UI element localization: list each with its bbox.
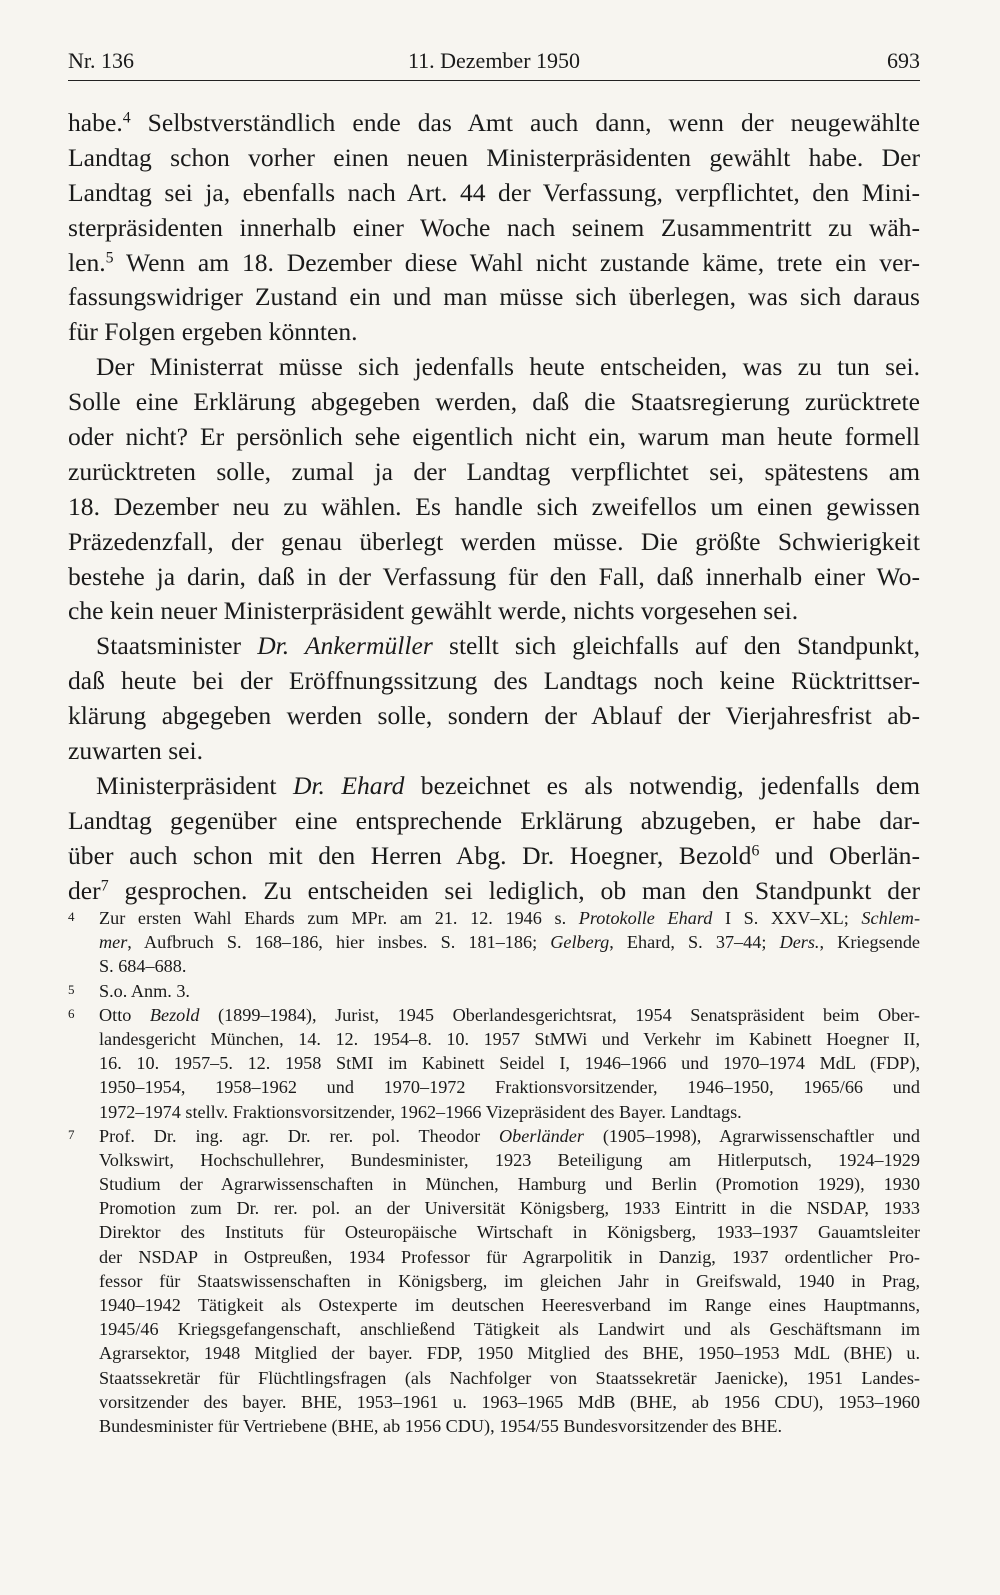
- footnote-line: Agrarsektor, 1948 Mitglied der bayer. FDP, 1950 Mitglied des BHE, 1950–1953 MdL (BHE) u.: [99, 1343, 920, 1364]
- person-name: Dr. Ehard: [292, 770, 405, 800]
- text-line: sterpräsidenten innerhalb einer Woche nach seinem Zusammentritt zu wäh-: [68, 212, 920, 242]
- page-number: 693: [887, 48, 920, 73]
- text-line: bestehe ja darin, daß in der Verfassung für den Fall, daß innerhalb einer Wo-: [68, 561, 920, 591]
- footnote-ref: 6: [751, 841, 760, 859]
- footnote-4: 4 Zur ersten Wahl Ehards zum MPr. am 21. 12. 1946 s. Protokolle Ehard I S. XXV–XL; Schlem-: [68, 906, 920, 930]
- footnote-line: Staatssekretär für Flüchtlingsfragen (als Nachfolger von Staatssekretär Jaenicke), 1951 Landes-: [99, 1367, 920, 1388]
- footnote-ref: 4: [122, 109, 131, 127]
- text-line: über auch schon mit den Herren Abg. Dr. Hoegner, Bezold$^6$ und Oberlän-: [68, 840, 920, 870]
- text-line: daß heute bei der Eröffnungssitzung des Landtags noch keine Rücktrittser-: [68, 666, 920, 696]
- footnote-line: vorsitzender des bayer. BHE, 1953–1961 u. 1963–1965 MdB (BHE, ab 1956 CDU), 1953–1960: [99, 1391, 920, 1412]
- text-line: Solle eine Erklärung abgegeben werden, daß die Staatsregierung zurücktrete: [68, 387, 920, 417]
- text-line: Landtag schon vorher einen neuen Ministerpräsidenten gewählt habe. Der: [68, 142, 920, 172]
- text-line: 18. Dezember neu zu wählen. Es handle sich zweifellos um einen gewissen: [68, 491, 920, 521]
- text-line: Landtag gegenüber eine entsprechende Erklärung abzugeben, er habe dar-: [68, 805, 920, 835]
- person-name: Dr. Ankermüller: [257, 631, 433, 661]
- text-line: Der Ministerrat müsse sich jedenfalls heute entscheiden, was zu tun sei.: [96, 352, 920, 382]
- footnote-line: Bundesminister für Vertriebene (BHE, ab 1956 CDU), 1954/55 Bundesvorsitzender des BHE.: [99, 1415, 783, 1436]
- running-header: [68, 44, 920, 81]
- text-line: zurücktreten solle, zumal ja der Landtag verpflichtet sei, spätestens am: [68, 456, 920, 486]
- footnote-line: 16. 10. 1957–5. 12. 1958 StMI im Kabinett Seidel I, 1946–1966 und 1970–1974 MdL (FDP),: [99, 1053, 920, 1074]
- text-line: Ministerpräsident Dr. Ehard bezeichnet es als notwendig, jedenfalls dem: [96, 770, 920, 800]
- text-line: che kein neuer Ministerpräsident gewählt werde, nichts vorgesehen sei.: [68, 596, 799, 626]
- text-line: klärung abgegeben werden solle, sondern der Ablauf der Vierjahresfrist ab-: [68, 701, 920, 731]
- footnote-6: 6 Otto Bezold (1899–1984), Jurist, 1945 Oberlandesgerichtsrat, 1954 Senatspräsident beim Ober-: [68, 1003, 920, 1027]
- footnote-line: Promotion zum Dr. rer. pol. an der Universität Königsberg, 1933 Eintritt in die NSDAP, 1933: [99, 1198, 920, 1219]
- footnotes: [68, 906, 920, 1438]
- text-line: oder nicht? Er persönlich sehe eigentlich nicht ein, warum man heute formell: [68, 422, 920, 452]
- footnote-5: 5 S.o. Anm. 3.: [68, 979, 920, 1003]
- footnote-line: mer, Aufbruch S. 168–186, hier insbes. S. 181–186; Gelberg, Ehard, S. 37–44; Ders., Kriegsende: [99, 932, 921, 953]
- footnote-line: 1945/46 Kriegsgefangenschaft, anschließend Tätigkeit als Landwirt und als Geschäftsmann im: [99, 1319, 920, 1340]
- footnote-line: Direktor des Instituts für Osteuropäische Wirtschaft in Königsberg, 1933–1937 Gauamtsleiter: [99, 1222, 920, 1243]
- footnote-line: der NSDAP in Ostpreußen, 1934 Professor für Agrarpolitik in Danzig, 1937 ordentlicher Pro-: [99, 1246, 920, 1267]
- text-line: habe.$^4$ Selbstverständlich ende das Amt auch dann, wenn der neugewählte: [68, 108, 920, 137]
- footnote-number: 5: [68, 981, 75, 997]
- text-line: Staatsminister Dr. Ankermüller stellt sich gleichfalls auf den Standpunkt,: [96, 631, 921, 661]
- footnote-number: 6: [68, 1005, 75, 1021]
- footnote-line: Volkswirt, Hochschullehrer, Bundesminister, 1923 Beteiligung am Hitlerputsch, 1924–1929: [99, 1149, 920, 1170]
- text-line: len.$^5$ Wenn am 18. Dezember diese Wahl nicht zustande käme, trete ein ver-: [68, 247, 920, 277]
- footnote-line: 1972–1974 stellv. Fraktionsvorsitzender, 1962–1966 Vizepräsident des Bayer. Landtags.: [99, 1101, 742, 1122]
- document-number: Nr. 136: [68, 48, 134, 73]
- text-line: der$^7$ gesprochen. Zu entscheiden sei lediglich, ob man den Standpunkt der: [68, 875, 920, 905]
- footnote-line: S. 684–688.: [99, 956, 187, 977]
- footnote-number: 7: [68, 1126, 75, 1142]
- document-date: 11. Dezember 1950: [407, 48, 581, 73]
- footnote-line: landesgericht München, 14. 12. 1954–8. 10. 1957 StMWi und Verkehr im Kabinett Hoegner II,: [99, 1028, 920, 1049]
- footnote-7: 7 Prof. Dr. ing. agr. Dr. rer. pol. Theodor Oberländer (1905–1998), Agrarwissenschaftler und: [68, 1124, 920, 1148]
- text-line: zuwarten sei.: [68, 736, 204, 766]
- footnote-ref: 7: [100, 876, 109, 894]
- text-line: Präzedenzfall, der genau überlegt werden müsse. Die größte Schwierigkeit: [68, 526, 920, 556]
- text-line: fassungswidriger Zustand ein und man müsse sich überlegen, was sich daraus: [68, 282, 920, 312]
- footnote-line: 1940–1942 Tätigkeit als Ostexperte im deutschen Heeresverband im Range eines Hauptmanns,: [99, 1295, 920, 1315]
- footnote-line: Studium der Agrarwissenschaften in München, Hamburg und Berlin (Promotion 1929), 1930: [99, 1174, 920, 1195]
- footnote-line: 1950–1954, 1958–1962 und 1970–1972 Fraktionsvorsitzender, 1946–1950, 1965/66 und: [99, 1077, 920, 1098]
- footnote-line: fessor für Staatswissenschaften in Königsberg, im gleichen Jahr in Greifswald, 1940 in Prag,: [99, 1270, 920, 1291]
- footnote-number: 4: [68, 909, 75, 924]
- text-line: für Folgen ergeben könnten.: [68, 317, 358, 347]
- text-line: Landtag sei ja, ebenfalls nach Art. 44 der Verfassung, verpflichtet, den Mini-: [68, 177, 920, 207]
- body-text: [68, 106, 920, 908]
- footnote-ref: 5: [105, 248, 114, 266]
